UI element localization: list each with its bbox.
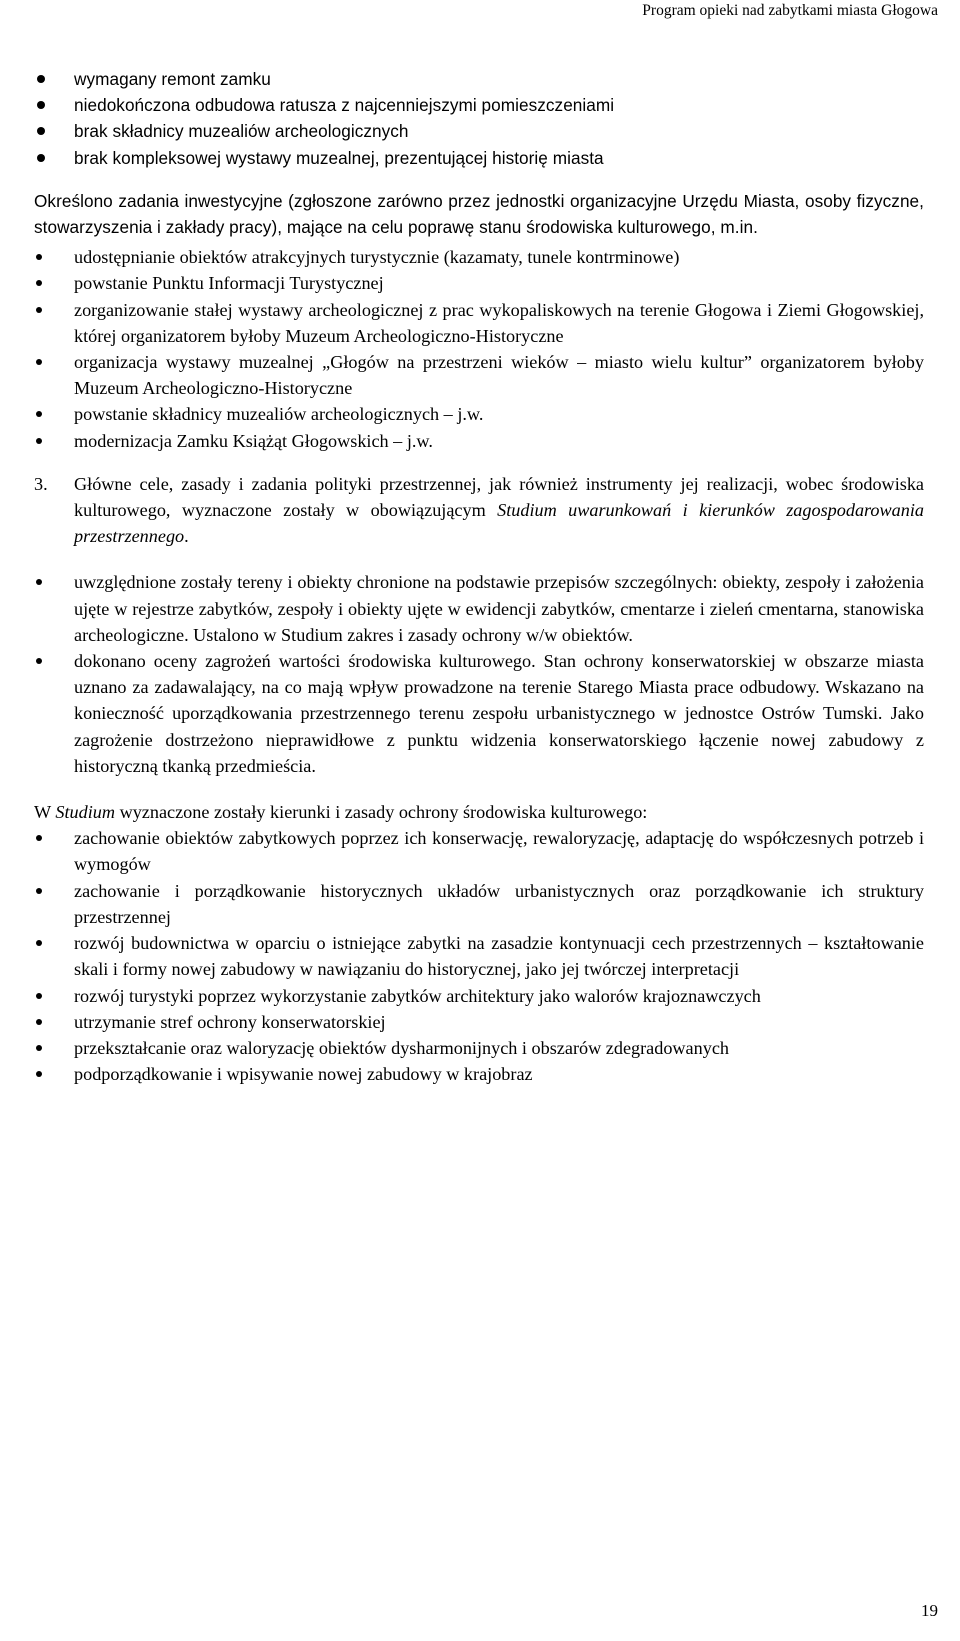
- list-item: rozwój budownictwa w oparciu o istniejące zabytki na zasadzie kontynuacji cech przestrzennych – kształtowanie skali i formy nowej zabudowy w nawiązaniu do historycznej, jako jej twórczej interpretacji: [34, 930, 924, 982]
- list-item: brak kompleksowej wystawy muzealnej, prezentującej historię miasta: [34, 145, 924, 171]
- document-body: [34, 66, 924, 1087]
- list-item: powstanie składnicy muzealiów archeologicznych – j.w.: [34, 401, 924, 427]
- study-findings-list: [34, 569, 924, 779]
- bullet-icon: [36, 888, 42, 894]
- bullet-icon: [36, 254, 42, 260]
- paragraph-study-directions: W Studium wyznaczone zostały kierunki i zasady ochrony środowiska kulturowego:: [34, 802, 648, 823]
- deficiency-list: [34, 66, 924, 171]
- list-item: powstanie Punktu Informacji Turystycznej: [34, 270, 924, 296]
- list-item: udostępnianie obiektów atrakcyjnych turystycznie (kazamaty, tunele kontrminowe): [34, 244, 924, 270]
- investment-task-list: [34, 244, 924, 454]
- paragraph-investment-tasks: Określono zadania inwestycyjne (zgłoszone zarówno przez jednostki organizacyjne Urzędu Miasta, osoby fizyczne, stowarzyszenia i zakłady pracy), mające na celu poprawę stanu środowiska kulturowego, m.in.: [34, 190, 924, 238]
- bullet-icon: [37, 127, 45, 135]
- list-item: wymagany remont zamku: [34, 66, 924, 92]
- bullet-icon: [37, 154, 45, 162]
- list-item: niedokończona odbudowa ratusza z najcenniejszymi pomieszczeniami: [34, 92, 924, 118]
- bullet-icon: [36, 411, 42, 417]
- list-item: modernizacja Zamku Książąt Głogowskich – j.w.: [34, 428, 924, 454]
- running-header: Program opieki nad zabytkami miasta Głogowa: [642, 2, 938, 19]
- bullet-icon: [36, 835, 42, 841]
- list-item: dokonano oceny zagrożeń wartości środowiska kulturowego. Stan ochrony konserwatorskiej w obszarze miasta uznano za zadawalający, na co mają wpływ prowadzone na terenie Starego Miasta prace odbudowy. Wskazano na konieczność uporządkowania przestrzennego terenu zespołu urbanistycznego w jednostce Ostrów Tumski. Jako zagrożenie dostrzeżono nieprawidłowe z punktu widzenia konserwatorskiego łączenie nowej zabudowy z historyczną tkanką przedmieścia.: [34, 648, 924, 779]
- list-item: uwzględnione zostały tereny i obiekty chronione na podstawie przepisów szczególnych: obiekty, zespoły i założenia ujęte w rejestrze zabytków, zespoły i obiekty ujęte w ewidencji zabytków, cmentarze i zieleń cmentarna, stanowiska archeologiczne. Ustalono w Studium zakres i zasady ochrony w/w obiektów.: [34, 569, 924, 648]
- bullet-icon: [36, 1019, 42, 1025]
- bullet-icon: [36, 579, 42, 585]
- bullet-icon: [36, 438, 42, 444]
- list-item: rozwój turystyki poprzez wykorzystanie zabytków architektury jako walorów krajoznawczych: [34, 983, 924, 1009]
- list-item: zachowanie i porządkowanie historycznych układów urbanistycznych oraz porządkowanie ich struktury przestrzennej: [34, 878, 924, 930]
- list-item: utrzymanie stref ochrony konserwatorskiej: [34, 1009, 924, 1035]
- bullet-icon: [36, 940, 42, 946]
- page-number: 19: [921, 1601, 938, 1620]
- section-number: 3.: [34, 473, 48, 494]
- protection-directions-list: [34, 825, 924, 1087]
- list-item: zorganizowanie stałej wystawy archeologicznej z prac wykopaliskowych na terenie Głogowa i Ziemi Głogowskiej, której organizatorem byłoby Muzeum Archeologiczno-Historyczne: [34, 297, 924, 349]
- bullet-icon: [36, 658, 42, 664]
- list-item: brak składnicy muzealiów archeologicznych: [34, 118, 924, 144]
- list-item: organizacja wystawy muzealnej „Głogów na przestrzeni wieków – miasto wielu kultur” organizatorem byłoby Muzeum Archeologiczno-Historyczne: [34, 349, 924, 401]
- bullet-icon: [37, 101, 45, 109]
- bullet-icon: [37, 75, 45, 83]
- study-title: Studium uwarunkowań i kierunków zagospodarowania przestrzennego: [74, 500, 924, 547]
- bullet-icon: [36, 1045, 42, 1051]
- bullet-icon: [36, 1071, 42, 1077]
- list-item: przekształcanie oraz waloryzację obiektów dysharmonijnych i obszarów zdegradowanych: [34, 1035, 924, 1061]
- list-item: podporządkowanie i wpisywanie nowej zabudowy w krajobraz: [34, 1061, 924, 1087]
- bullet-icon: [36, 359, 42, 365]
- bullet-icon: [36, 993, 42, 999]
- bullet-icon: [36, 280, 42, 286]
- list-item: zachowanie obiektów zabytkowych poprzez ich konserwację, rewaloryzację, adaptację do współczesnych potrzeb i wymogów: [34, 825, 924, 877]
- section-3: 3. Główne cele, zasady i zadania polityki przestrzennej, jak również instrumenty jej realizacji, wobec środowiska kulturowego, wyznaczone zostały w obowiązującym Studium uwarunkowań i kierunków zagospodarowania przestrzennego.: [34, 471, 924, 550]
- bullet-icon: [36, 307, 42, 313]
